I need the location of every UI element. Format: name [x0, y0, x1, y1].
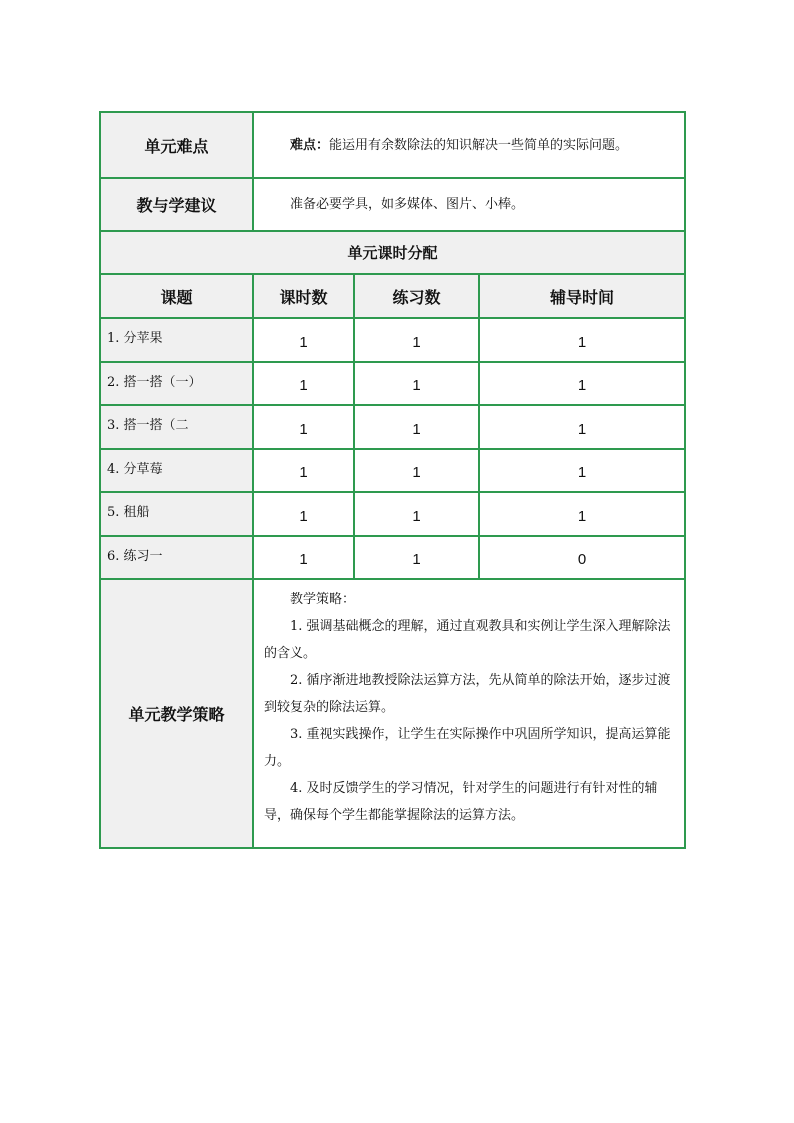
suggestion-row: [100, 178, 685, 231]
lesson-name: 2. 搭一搭（一）: [100, 362, 253, 405]
suggestion-text: 准备必要学具，如多媒体、图片、小棒。: [290, 197, 525, 212]
allocation-title: 单元课时分配: [100, 231, 685, 274]
lesson-name: 4. 分草莓: [100, 449, 253, 492]
strategy-intro: 教学策略：: [290, 592, 356, 607]
lesson-tutoring: 1: [479, 449, 685, 492]
table-row: [100, 362, 685, 405]
strategy-row: [100, 579, 685, 848]
table-row: [100, 492, 685, 536]
allocation-header-row: [100, 274, 685, 318]
lesson-tutoring: 1: [479, 405, 685, 449]
header-tutoring: 辅导时间: [479, 274, 685, 318]
table-row: [100, 405, 685, 449]
header-lesson: 课题: [100, 274, 253, 318]
difficulty-content: [253, 112, 685, 178]
lesson-hours: 1: [253, 449, 354, 492]
lesson-exercises: 1: [354, 362, 479, 405]
lesson-hours: 1: [253, 492, 354, 536]
difficulty-prefix: 难点：: [290, 137, 330, 153]
lesson-exercises: 1: [354, 405, 479, 449]
difficulty-label: 单元难点: [100, 112, 253, 178]
header-exercises: 练习数: [354, 274, 479, 318]
lesson-name: 1. 分苹果: [100, 318, 253, 362]
strategy-item: 2. 循序渐进地教授除法运算方法，先从简单的除法开始，逐步过渡到较复杂的除法运算。: [264, 673, 671, 715]
allocation-title-row: [100, 231, 685, 274]
table-row: [100, 449, 685, 492]
lesson-hours: 1: [253, 536, 354, 579]
suggestion-label: 教与学建议: [100, 178, 253, 231]
strategy-item: 1. 强调基础概念的理解，通过直观教具和实例让学生深入理解除法的含义。: [264, 619, 671, 661]
strategy-item: 3. 重视实践操作，让学生在实际操作中巩固所学知识，提高运算能力。: [264, 727, 671, 769]
lesson-hours: 1: [253, 362, 354, 405]
strategy-label: 单元教学策略: [100, 579, 253, 848]
unit-plan-table: [99, 111, 686, 849]
table-row: [100, 536, 685, 579]
lesson-hours: 1: [253, 318, 354, 362]
lesson-name: 5. 租船: [100, 492, 253, 536]
lesson-tutoring: 1: [479, 492, 685, 536]
suggestion-content: [253, 178, 685, 231]
strategy-item: 4. 及时反馈学生的学习情况，针对学生的问题进行有针对性的辅导，确保每个学生都能掌握除法的运算方法。: [264, 781, 658, 823]
lesson-exercises: 1: [354, 492, 479, 536]
strategy-content: [253, 579, 685, 848]
table-row: [100, 318, 685, 362]
lesson-hours: 1: [253, 405, 354, 449]
lesson-tutoring: 1: [479, 318, 685, 362]
difficulty-text: 能运用有余数除法的知识解决一些简单的实际问题。: [329, 137, 629, 153]
lesson-tutoring: 1: [479, 362, 685, 405]
header-hours: 课时数: [253, 274, 354, 318]
lesson-name: 3. 搭一搭（二: [100, 405, 253, 449]
lesson-tutoring: 0: [479, 536, 685, 579]
lesson-name: 6. 练习一: [100, 536, 253, 579]
lesson-exercises: 1: [354, 536, 479, 579]
lesson-exercises: 1: [354, 449, 479, 492]
lesson-exercises: 1: [354, 318, 479, 362]
difficulty-row: [100, 112, 685, 178]
